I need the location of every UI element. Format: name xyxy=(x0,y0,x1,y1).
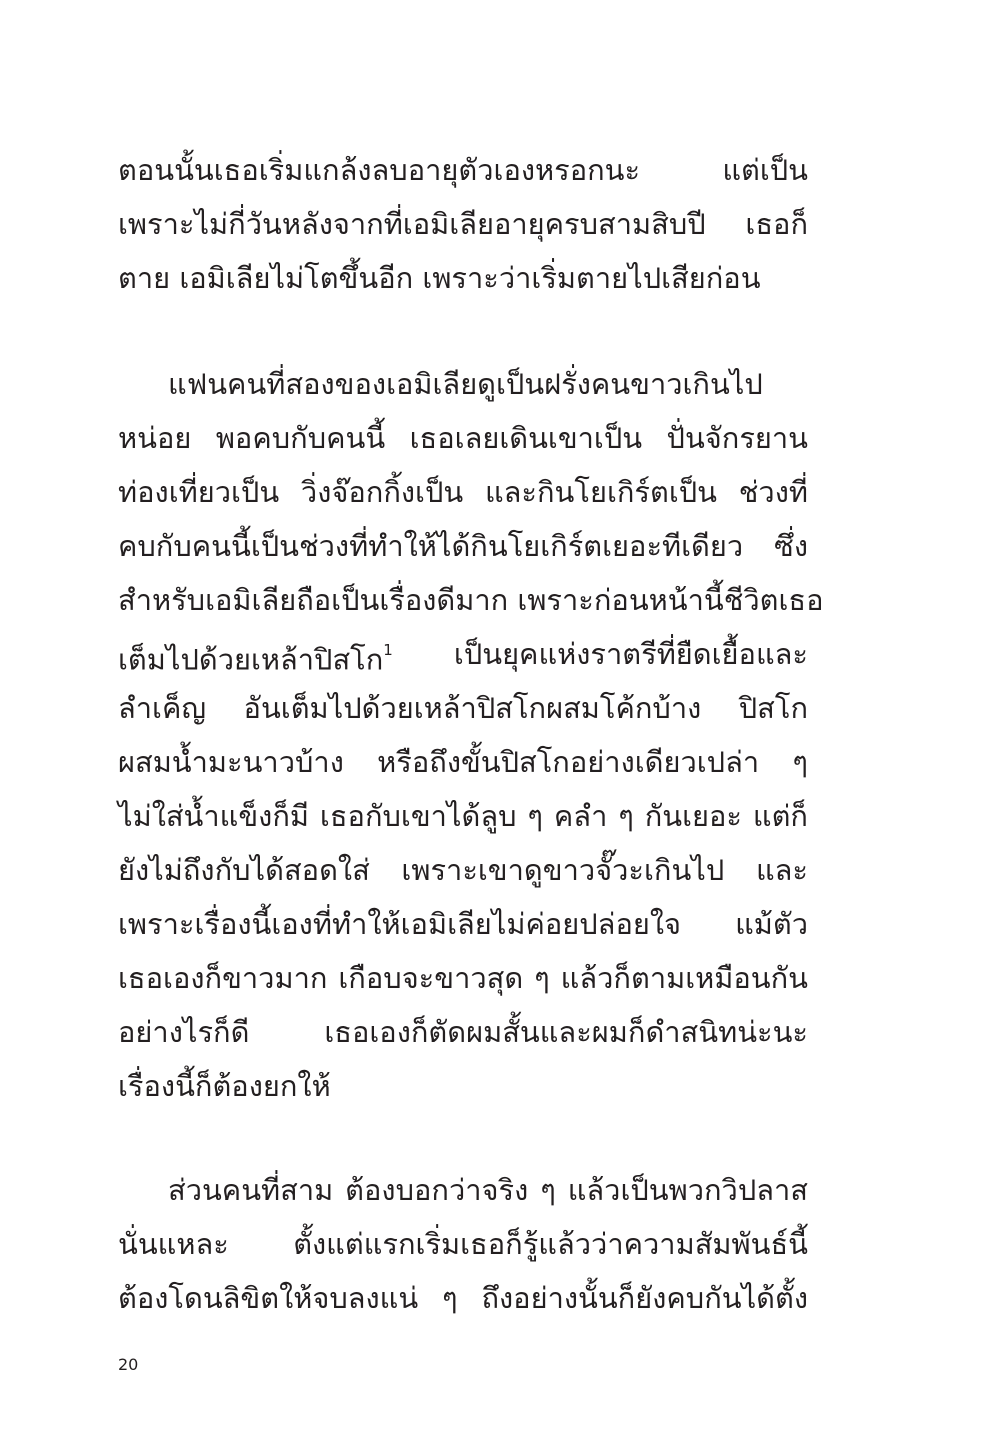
paragraph-3-line-3: ต้องโดนลิขิตให้จบลงแน่ ๆ ถึงอย่างนั้นก็ยังคบกันได้ตั้ง xyxy=(118,1281,808,1315)
paragraph-2-line-8: ผสมน้ำมะนาวบ้าง หรือถึงขั้นปิสโกอย่างเดียวเปล่า ๆ xyxy=(118,745,808,779)
paragraph-2-line-2: หน่อย พอคบกับคนนี้ เธอเลยเดินเขาเป็น ปั่นจักรยาน xyxy=(118,421,808,455)
paragraph-2-line-6-rest: เป็นยุคแห่งราตรีที่ยืดเยื้อและ xyxy=(453,637,808,671)
paragraph-3-line-2: นั่นแหละ ตั้งแต่แรกเริ่มเธอก็รู้แล้วว่าความสัมพันธ์นี้ xyxy=(118,1227,808,1261)
paragraph-2-line-13: อย่างไรก็ดี เธอเองก็ตัดผมสั้นและผมก็ดำสนิทน่ะนะ xyxy=(118,1015,808,1049)
paragraph-2-line-7: ลำเค็ญ อันเต็มไปด้วยเหล้าปิสโกผสมโค้กบ้าง ปิสโก xyxy=(118,691,808,725)
page-number: 20 xyxy=(118,1355,139,1374)
paragraph-2-line-6 xyxy=(118,634,808,680)
paragraph-2-line-3: ท่องเที่ยวเป็น วิ่งจ๊อกกิ้งเป็น และกินโยเกิร์ตเป็น ช่วงที่ xyxy=(118,475,808,509)
paragraph-2-line-1: แฟนคนที่สองของเอมิเลียดูเป็นฝรั่งคนขาวเกินไป xyxy=(168,367,763,401)
paragraph-3-line-1: ส่วนคนที่สาม ต้องบอกว่าจริง ๆ แล้วเป็นพวกวิปลาส xyxy=(168,1173,808,1207)
paragraph-2-line-4: คบกับคนนี้เป็นช่วงที่ทำให้ได้กินโยเกิร์ตเยอะทีเดียว ซึ่ง xyxy=(118,529,808,563)
paragraph-2-line-14: เรื่องนี้ก็ต้องยกให้ xyxy=(118,1069,331,1103)
paragraph-2-line-9: ไม่ใส่น้ำแข็งก็มี เธอกับเขาได้ลูบ ๆ คลำ ๆ กันเยอะ แต่ก็ xyxy=(118,799,808,833)
paragraph-1-line-3: ตาย เอมิเลียไม่โตขึ้นอีก เพราะว่าเริ่มตายไปเสียก่อน xyxy=(118,261,761,295)
footnote-marker: 1 xyxy=(383,641,393,659)
paragraph-2-line-10: ยังไม่ถึงกับได้สอดใส่ เพราะเขาดูขาวจั๊วะเกินไป และ xyxy=(118,853,808,887)
paragraph-2-line-11: เพราะเรื่องนี้เองที่ทำให้เอมิเลียไม่ค่อยปล่อยใจ แม้ตัว xyxy=(118,907,808,941)
paragraph-1-line-1: ตอนนั้นเธอเริ่มแกล้งลบอายุตัวเองหรอกนะ แต่เป็น xyxy=(118,153,808,187)
paragraph-2-line-6-start xyxy=(118,634,393,680)
paragraph-1-line-2: เพราะไม่กี่วันหลังจากที่เอมิเลียอายุครบสามสิบปี เธอก็ xyxy=(118,207,808,241)
paragraph-2-line-6-text: เต็มไปด้วยเหล้าปิสโก xyxy=(118,642,384,677)
paragraph-2-line-12: เธอเองก็ขาวมาก เกือบจะขาวสุด ๆ แล้วก็ตามเหมือนกัน xyxy=(118,961,808,995)
paragraph-2-line-5: สำหรับเอมิเลียถือเป็นเรื่องดีมาก เพราะก่อนหน้านี้ชีวิตเธอ xyxy=(118,583,824,617)
